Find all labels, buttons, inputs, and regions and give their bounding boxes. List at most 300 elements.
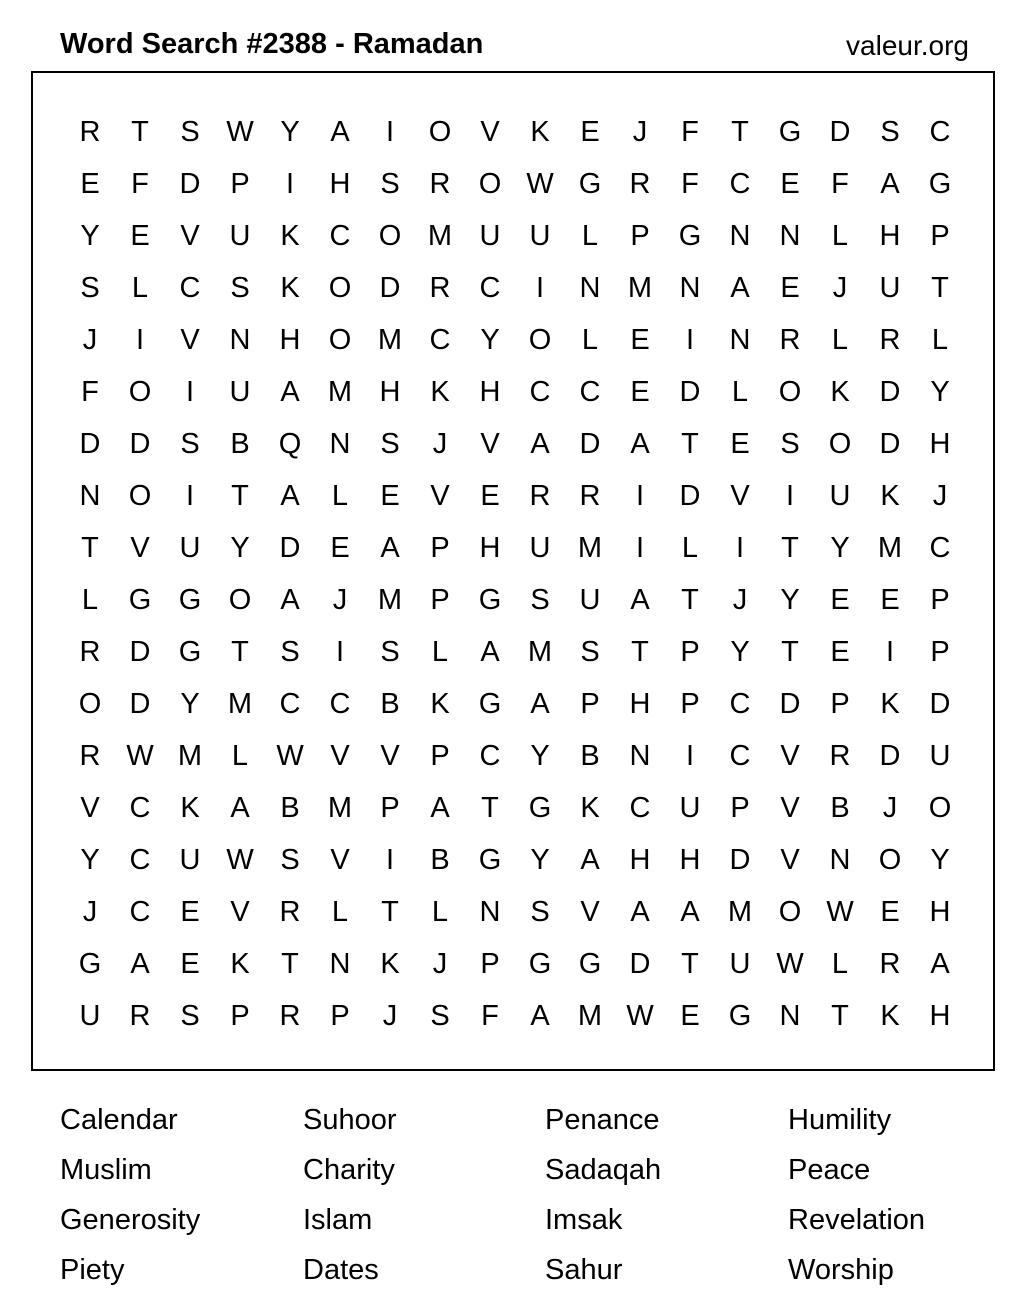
grid-letter[interactable]: G (528, 948, 552, 980)
grid-letter[interactable]: I (185, 376, 195, 408)
grid-letter[interactable]: H (629, 844, 651, 876)
grid-letter[interactable]: A (330, 116, 350, 148)
grid-letter[interactable]: C (729, 168, 751, 200)
grid-letter[interactable]: E (480, 480, 500, 512)
grid-letter[interactable]: M (527, 636, 553, 668)
grid-letter[interactable]: F (81, 376, 99, 408)
grid-letter[interactable]: M (377, 584, 403, 616)
grid-letter[interactable]: P (830, 688, 850, 720)
grid-letter[interactable]: U (79, 1000, 101, 1032)
grid-letter[interactable]: J (332, 584, 348, 616)
grid-letter[interactable]: T (381, 896, 399, 928)
grid-letter[interactable]: O (328, 324, 352, 356)
grid-letter[interactable]: I (285, 168, 295, 200)
grid-letter[interactable]: P (680, 636, 700, 668)
grid-letter[interactable]: H (329, 168, 351, 200)
grid-letter[interactable]: L (931, 324, 949, 356)
grid-letter[interactable]: W (626, 1000, 654, 1032)
grid-letter[interactable]: E (730, 428, 750, 460)
grid-letter[interactable]: Y (530, 740, 550, 772)
grid-letter[interactable]: C (929, 532, 951, 564)
grid-letter[interactable]: O (528, 324, 552, 356)
grid-letter[interactable]: N (229, 324, 251, 356)
grid-letter[interactable]: L (831, 324, 849, 356)
grid-letter[interactable]: I (635, 480, 645, 512)
grid-letter[interactable]: A (380, 532, 400, 564)
grid-letter[interactable]: K (430, 688, 450, 720)
grid-letter[interactable]: K (280, 272, 300, 304)
grid-letter[interactable]: E (180, 948, 200, 980)
grid-letter[interactable]: A (480, 636, 500, 668)
grid-letter[interactable]: P (330, 1000, 350, 1032)
grid-letter[interactable]: N (779, 220, 801, 252)
grid-letter[interactable]: U (229, 220, 251, 252)
grid-letter[interactable]: L (581, 324, 599, 356)
grid-letter[interactable]: Y (80, 844, 100, 876)
grid-letter[interactable]: D (279, 532, 301, 564)
grid-letter[interactable]: T (681, 428, 699, 460)
grid-letter[interactable]: G (128, 584, 152, 616)
grid-letter[interactable]: S (880, 116, 900, 148)
grid-letter[interactable]: D (129, 636, 151, 668)
grid-letter[interactable]: W (226, 844, 254, 876)
grid-letter[interactable]: C (329, 220, 351, 252)
grid-letter[interactable]: Y (280, 116, 300, 148)
grid-letter[interactable]: G (728, 1000, 752, 1032)
grid-letter[interactable]: H (679, 844, 701, 876)
grid-letter[interactable]: T (481, 792, 499, 824)
grid-letter[interactable]: P (930, 220, 950, 252)
grid-letter[interactable]: D (629, 948, 651, 980)
grid-letter[interactable]: G (78, 948, 102, 980)
grid-letter[interactable]: U (179, 844, 201, 876)
grid-letter[interactable]: E (880, 896, 900, 928)
grid-letter[interactable]: U (179, 532, 201, 564)
grid-letter[interactable]: W (776, 948, 804, 980)
grid-letter[interactable]: I (685, 740, 695, 772)
grid-letter[interactable]: L (331, 896, 349, 928)
grid-letter[interactable]: N (79, 480, 101, 512)
grid-letter[interactable]: U (829, 480, 851, 512)
grid-letter[interactable]: Y (80, 220, 100, 252)
grid-letter[interactable]: V (780, 740, 800, 772)
grid-letter[interactable]: D (79, 428, 101, 460)
grid-letter[interactable]: H (479, 532, 501, 564)
grid-letter[interactable]: A (680, 896, 700, 928)
grid-letter[interactable]: I (335, 636, 345, 668)
grid-letter[interactable]: D (779, 688, 801, 720)
grid-letter[interactable]: S (180, 1000, 200, 1032)
grid-letter[interactable]: E (180, 896, 200, 928)
grid-letter[interactable]: V (330, 844, 350, 876)
grid-letter[interactable]: R (829, 740, 851, 772)
grid-letter[interactable]: O (328, 272, 352, 304)
grid-letter[interactable]: O (778, 376, 802, 408)
grid-letter[interactable]: K (530, 116, 550, 148)
grid-letter[interactable]: N (729, 220, 751, 252)
grid-letter[interactable]: E (380, 480, 400, 512)
grid-letter[interactable]: E (780, 168, 800, 200)
grid-letter[interactable]: J (732, 584, 748, 616)
grid-letter[interactable]: A (530, 1000, 550, 1032)
grid-letter[interactable]: V (780, 844, 800, 876)
grid-letter[interactable]: I (535, 272, 545, 304)
grid-letter[interactable]: S (530, 896, 550, 928)
grid-letter[interactable]: E (130, 220, 150, 252)
grid-letter[interactable]: C (129, 844, 151, 876)
grid-letter[interactable]: O (878, 844, 902, 876)
grid-letter[interactable]: A (230, 792, 250, 824)
grid-letter[interactable]: H (929, 896, 951, 928)
grid-letter[interactable]: E (630, 324, 650, 356)
grid-letter[interactable]: A (630, 584, 650, 616)
grid-letter[interactable]: K (280, 220, 300, 252)
grid-letter[interactable]: N (779, 1000, 801, 1032)
grid-letter[interactable]: T (131, 116, 149, 148)
grid-letter[interactable]: C (629, 792, 651, 824)
grid-letter[interactable]: R (79, 636, 101, 668)
grid-letter[interactable]: V (180, 324, 200, 356)
grid-letter[interactable]: H (629, 688, 651, 720)
grid-letter[interactable]: F (481, 1000, 499, 1032)
grid-letter[interactable]: P (430, 740, 450, 772)
grid-letter[interactable]: T (231, 480, 249, 512)
grid-letter[interactable]: O (378, 220, 402, 252)
grid-letter[interactable]: V (580, 896, 600, 928)
grid-letter[interactable]: T (81, 532, 99, 564)
grid-letter[interactable]: R (529, 480, 551, 512)
grid-letter[interactable]: C (729, 688, 751, 720)
grid-letter[interactable]: B (230, 428, 250, 460)
grid-letter[interactable]: R (429, 272, 451, 304)
grid-letter[interactable]: E (580, 116, 600, 148)
grid-letter[interactable]: F (681, 168, 699, 200)
grid-letter[interactable]: O (228, 584, 252, 616)
grid-letter[interactable]: V (380, 740, 400, 772)
grid-letter[interactable]: N (679, 272, 701, 304)
grid-letter[interactable]: N (629, 740, 651, 772)
grid-letter[interactable]: O (128, 376, 152, 408)
grid-letter[interactable]: J (82, 896, 98, 928)
grid-letter[interactable]: V (780, 792, 800, 824)
grid-letter[interactable]: A (730, 272, 750, 304)
grid-letter[interactable]: M (377, 324, 403, 356)
grid-letter[interactable]: E (830, 636, 850, 668)
grid-letter[interactable]: H (929, 428, 951, 460)
grid-letter[interactable]: N (829, 844, 851, 876)
grid-letter[interactable]: S (280, 636, 300, 668)
grid-letter[interactable]: C (929, 116, 951, 148)
grid-letter[interactable]: B (280, 792, 300, 824)
grid-letter[interactable]: A (930, 948, 950, 980)
grid-letter[interactable]: U (229, 376, 251, 408)
grid-letter[interactable]: G (778, 116, 802, 148)
grid-letter[interactable]: C (729, 740, 751, 772)
grid-letter[interactable]: O (428, 116, 452, 148)
grid-letter[interactable]: L (731, 376, 749, 408)
grid-letter[interactable]: R (79, 116, 101, 148)
grid-letter[interactable]: L (831, 220, 849, 252)
grid-letter[interactable]: M (577, 1000, 603, 1032)
grid-letter[interactable]: C (579, 376, 601, 408)
grid-letter[interactable]: P (230, 168, 250, 200)
grid-letter[interactable]: D (879, 428, 901, 460)
grid-letter[interactable]: G (478, 584, 502, 616)
grid-letter[interactable]: C (129, 792, 151, 824)
grid-letter[interactable]: D (579, 428, 601, 460)
grid-letter[interactable]: F (831, 168, 849, 200)
grid-letter[interactable]: I (735, 532, 745, 564)
grid-letter[interactable]: L (831, 948, 849, 980)
grid-letter[interactable]: C (279, 688, 301, 720)
grid-letter[interactable]: U (529, 220, 551, 252)
grid-letter[interactable]: E (680, 1000, 700, 1032)
grid-letter[interactable]: E (630, 376, 650, 408)
grid-letter[interactable]: N (579, 272, 601, 304)
grid-letter[interactable]: H (929, 1000, 951, 1032)
grid-letter[interactable]: U (879, 272, 901, 304)
grid-letter[interactable]: E (330, 532, 350, 564)
grid-letter[interactable]: G (478, 844, 502, 876)
grid-letter[interactable]: N (329, 428, 351, 460)
grid-letter[interactable]: T (781, 636, 799, 668)
grid-letter[interactable]: D (179, 168, 201, 200)
grid-letter[interactable]: H (479, 376, 501, 408)
grid-letter[interactable]: A (580, 844, 600, 876)
grid-letter[interactable]: G (478, 688, 502, 720)
grid-letter[interactable]: E (830, 584, 850, 616)
grid-letter[interactable]: A (280, 376, 300, 408)
grid-letter[interactable]: U (929, 740, 951, 772)
grid-letter[interactable]: L (331, 480, 349, 512)
grid-letter[interactable]: D (829, 116, 851, 148)
grid-letter[interactable]: S (380, 168, 400, 200)
grid-letter[interactable]: M (627, 272, 653, 304)
grid-letter[interactable]: S (180, 428, 200, 460)
grid-letter[interactable]: S (280, 844, 300, 876)
grid-letter[interactable]: A (630, 896, 650, 928)
grid-letter[interactable]: O (78, 688, 102, 720)
grid-letter[interactable]: U (679, 792, 701, 824)
grid-letter[interactable]: J (632, 116, 648, 148)
grid-letter[interactable]: K (880, 1000, 900, 1032)
grid-letter[interactable]: M (177, 740, 203, 772)
grid-letter[interactable]: O (478, 168, 502, 200)
grid-letter[interactable]: C (479, 740, 501, 772)
grid-letter[interactable]: G (578, 168, 602, 200)
grid-letter[interactable]: B (380, 688, 400, 720)
grid-letter[interactable]: P (430, 532, 450, 564)
grid-letter[interactable]: G (928, 168, 952, 200)
grid-letter[interactable]: M (877, 532, 903, 564)
grid-letter[interactable]: C (129, 896, 151, 928)
grid-letter[interactable]: I (885, 636, 895, 668)
grid-letter[interactable]: N (729, 324, 751, 356)
grid-letter[interactable]: S (530, 584, 550, 616)
grid-letter[interactable]: W (526, 168, 554, 200)
grid-letter[interactable]: E (80, 168, 100, 200)
grid-letter[interactable]: S (430, 1000, 450, 1032)
grid-letter[interactable]: A (530, 428, 550, 460)
grid-letter[interactable]: T (931, 272, 949, 304)
grid-letter[interactable]: D (929, 688, 951, 720)
grid-letter[interactable]: K (230, 948, 250, 980)
grid-letter[interactable]: K (830, 376, 850, 408)
grid-letter[interactable]: J (882, 792, 898, 824)
grid-letter[interactable]: W (276, 740, 304, 772)
grid-letter[interactable]: R (279, 896, 301, 928)
grid-letter[interactable]: K (430, 376, 450, 408)
grid-letter[interactable]: O (778, 896, 802, 928)
grid-letter[interactable]: T (681, 584, 699, 616)
grid-letter[interactable]: U (579, 584, 601, 616)
grid-letter[interactable]: I (385, 116, 395, 148)
grid-letter[interactable]: I (785, 480, 795, 512)
grid-letter[interactable]: H (279, 324, 301, 356)
grid-letter[interactable]: Y (780, 584, 800, 616)
grid-letter[interactable]: L (131, 272, 149, 304)
grid-letter[interactable]: Y (730, 636, 750, 668)
grid-letter[interactable]: T (781, 532, 799, 564)
grid-letter[interactable]: J (832, 272, 848, 304)
grid-letter[interactable]: V (430, 480, 450, 512)
grid-letter[interactable]: Y (930, 376, 950, 408)
grid-letter[interactable]: K (380, 948, 400, 980)
grid-letter[interactable]: A (130, 948, 150, 980)
grid-letter[interactable]: V (730, 480, 750, 512)
grid-letter[interactable]: V (330, 740, 350, 772)
grid-letter[interactable]: C (329, 688, 351, 720)
grid-letter[interactable]: V (480, 116, 500, 148)
grid-letter[interactable]: I (685, 324, 695, 356)
grid-letter[interactable]: M (327, 792, 353, 824)
grid-letter[interactable]: S (380, 636, 400, 668)
grid-letter[interactable]: R (779, 324, 801, 356)
grid-letter[interactable]: G (578, 948, 602, 980)
grid-letter[interactable]: U (529, 532, 551, 564)
grid-letter[interactable]: S (380, 428, 400, 460)
grid-letter[interactable]: S (780, 428, 800, 460)
grid-letter[interactable]: S (180, 116, 200, 148)
grid-letter[interactable]: S (80, 272, 100, 304)
grid-letter[interactable]: O (128, 480, 152, 512)
grid-letter[interactable]: D (679, 376, 701, 408)
grid-letter[interactable]: D (879, 740, 901, 772)
grid-letter[interactable]: R (629, 168, 651, 200)
grid-letter[interactable]: M (577, 532, 603, 564)
grid-letter[interactable]: L (431, 636, 449, 668)
grid-letter[interactable]: A (280, 480, 300, 512)
grid-letter[interactable]: D (729, 844, 751, 876)
grid-letter[interactable]: D (679, 480, 701, 512)
grid-letter[interactable]: I (185, 480, 195, 512)
grid-letter[interactable]: P (630, 220, 650, 252)
grid-letter[interactable]: P (930, 584, 950, 616)
grid-letter[interactable]: G (178, 584, 202, 616)
grid-letter[interactable]: E (780, 272, 800, 304)
grid-letter[interactable]: C (429, 324, 451, 356)
grid-letter[interactable]: T (281, 948, 299, 980)
grid-letter[interactable]: R (579, 480, 601, 512)
grid-letter[interactable]: U (479, 220, 501, 252)
grid-letter[interactable]: K (580, 792, 600, 824)
grid-letter[interactable]: N (329, 948, 351, 980)
grid-letter[interactable]: R (879, 324, 901, 356)
grid-letter[interactable]: O (928, 792, 952, 824)
grid-letter[interactable]: R (129, 1000, 151, 1032)
grid-letter[interactable]: D (129, 428, 151, 460)
grid-letter[interactable]: K (180, 792, 200, 824)
grid-letter[interactable]: A (630, 428, 650, 460)
grid-letter[interactable]: V (230, 896, 250, 928)
grid-letter[interactable]: N (479, 896, 501, 928)
grid-letter[interactable]: S (580, 636, 600, 668)
grid-letter[interactable]: L (231, 740, 249, 772)
grid-letter[interactable]: H (879, 220, 901, 252)
grid-letter[interactable]: A (280, 584, 300, 616)
grid-letter[interactable]: P (730, 792, 750, 824)
grid-letter[interactable]: Q (278, 428, 302, 460)
grid-letter[interactable]: B (580, 740, 600, 772)
grid-letter[interactable]: K (880, 688, 900, 720)
grid-letter[interactable]: A (880, 168, 900, 200)
grid-letter[interactable]: T (231, 636, 249, 668)
grid-letter[interactable]: V (130, 532, 150, 564)
grid-letter[interactable]: J (432, 428, 448, 460)
grid-letter[interactable]: K (880, 480, 900, 512)
grid-letter[interactable]: G (678, 220, 702, 252)
grid-letter[interactable]: T (681, 948, 699, 980)
grid-letter[interactable]: J (382, 1000, 398, 1032)
grid-letter[interactable]: P (380, 792, 400, 824)
grid-letter[interactable]: L (581, 220, 599, 252)
grid-letter[interactable]: B (430, 844, 450, 876)
grid-letter[interactable]: Y (230, 532, 250, 564)
grid-letter[interactable]: T (631, 636, 649, 668)
grid-letter[interactable]: L (81, 584, 99, 616)
grid-letter[interactable]: J (432, 948, 448, 980)
grid-letter[interactable]: R (879, 948, 901, 980)
grid-letter[interactable]: C (479, 272, 501, 304)
grid-letter[interactable]: B (830, 792, 850, 824)
grid-letter[interactable]: T (731, 116, 749, 148)
grid-letter[interactable]: R (429, 168, 451, 200)
grid-letter[interactable]: W (226, 116, 254, 148)
grid-letter[interactable]: P (480, 948, 500, 980)
grid-letter[interactable]: A (430, 792, 450, 824)
grid-letter[interactable]: I (635, 532, 645, 564)
grid-letter[interactable]: Y (180, 688, 200, 720)
grid-letter[interactable]: G (178, 636, 202, 668)
grid-letter[interactable]: R (279, 1000, 301, 1032)
grid-letter[interactable]: J (932, 480, 948, 512)
grid-letter[interactable]: Y (830, 532, 850, 564)
grid-letter[interactable]: T (831, 1000, 849, 1032)
grid-letter[interactable]: I (385, 844, 395, 876)
grid-letter[interactable]: H (379, 376, 401, 408)
grid-letter[interactable]: E (880, 584, 900, 616)
grid-letter[interactable]: W (126, 740, 154, 772)
grid-letter[interactable]: G (528, 792, 552, 824)
grid-letter[interactable]: J (82, 324, 98, 356)
grid-letter[interactable]: P (580, 688, 600, 720)
grid-letter[interactable]: P (930, 636, 950, 668)
grid-letter[interactable]: O (828, 428, 852, 460)
grid-letter[interactable]: D (879, 376, 901, 408)
grid-letter[interactable]: D (379, 272, 401, 304)
grid-letter[interactable]: Y (530, 844, 550, 876)
grid-letter[interactable]: F (131, 168, 149, 200)
